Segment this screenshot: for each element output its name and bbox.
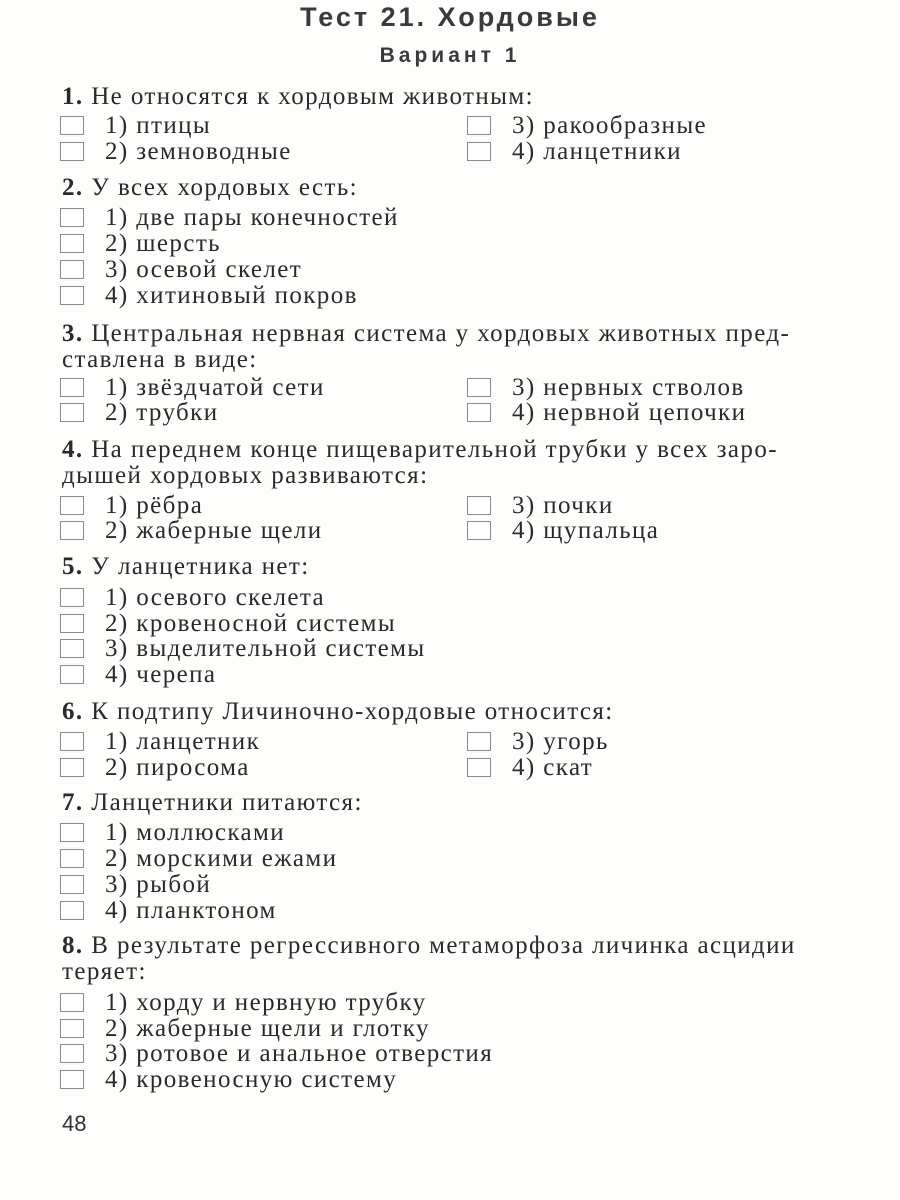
answer-option[interactable] (512, 400, 746, 426)
answer-checkbox[interactable] (467, 116, 491, 135)
answer-checkbox[interactable] (60, 732, 84, 751)
answer-label: 4) нервной цепочки (512, 399, 747, 426)
answer-label: 1) осевого скелета (105, 584, 326, 611)
answer-option[interactable] (105, 257, 302, 283)
answer-option[interactable] (512, 729, 609, 755)
answer-label: 2) жаберные щели и глотку (105, 1015, 430, 1042)
answer-option[interactable] (105, 729, 260, 755)
answer-option[interactable] (512, 139, 682, 165)
question-text: Центральная нервная система у хордовых животных пред- (91, 320, 791, 347)
question-text: К подтипу Личиночно-хордовые относится: (91, 698, 614, 725)
question-text: ставлена в виде: (62, 346, 258, 373)
answer-checkbox[interactable] (60, 823, 84, 842)
answer-label: 1) ланцетник (105, 728, 261, 755)
question-number: 3. (62, 320, 84, 347)
answer-label: 4) ланцетники (512, 138, 682, 165)
answer-label: 4) хитиновый покров (105, 282, 358, 309)
answer-option[interactable] (105, 518, 323, 544)
answer-option[interactable] (105, 820, 285, 846)
answer-checkbox[interactable] (60, 758, 84, 777)
answer-checkbox[interactable] (60, 614, 84, 633)
question-text-line (62, 84, 534, 110)
answer-checkbox[interactable] (60, 901, 84, 920)
answer-option[interactable] (105, 846, 337, 872)
question-text-line (62, 933, 796, 959)
answer-option[interactable] (105, 139, 292, 165)
answer-label: 1) птицы (105, 112, 212, 139)
answer-checkbox[interactable] (60, 234, 84, 253)
answer-label: 3) почки (512, 492, 614, 519)
test-title: Тест 21. Хордовые (300, 2, 600, 32)
answer-label: 4) щупальца (512, 517, 660, 544)
question-6 (62, 699, 614, 725)
answer-option[interactable] (105, 493, 203, 519)
answer-option[interactable] (512, 518, 659, 544)
question-text-line (62, 321, 790, 347)
answer-label: 4) черепа (105, 661, 217, 688)
answer-checkbox[interactable] (467, 496, 491, 515)
answer-label: 3) ракообразные (512, 112, 708, 139)
answer-option[interactable] (105, 205, 399, 231)
answer-label: 1) звёздчатой сети (105, 374, 325, 401)
question-number: 6. (62, 698, 84, 725)
answer-label: 3) рыбой (105, 871, 212, 898)
answer-option[interactable] (105, 375, 325, 401)
answer-option[interactable] (105, 898, 277, 924)
answer-label: 4) планктоном (105, 897, 277, 924)
answer-option[interactable] (105, 755, 250, 781)
answer-checkbox[interactable] (60, 1019, 84, 1038)
answer-label: 4) скат (512, 754, 594, 781)
answer-option[interactable] (105, 872, 211, 898)
question-text-line (62, 347, 790, 373)
question-text-line (62, 175, 358, 201)
question-text: Ланцетники питаются: (91, 789, 363, 816)
answer-label: 3) ротовое и анальное отверстия (105, 1040, 494, 1067)
answer-option[interactable] (105, 990, 427, 1016)
answer-checkbox[interactable] (60, 849, 84, 868)
question-text: У ланцетника нет: (91, 553, 310, 580)
answer-label: 3) выделительной системы (105, 635, 426, 662)
question-text-line (62, 554, 310, 580)
answer-label: 2) жаберные щели (105, 517, 323, 544)
answer-label: 1) две пары конечностей (105, 204, 399, 231)
answer-checkbox[interactable] (60, 260, 84, 279)
question-number: 1. (62, 83, 84, 110)
question-text: Не относятся к хордовым животным: (91, 83, 534, 110)
question-text: дышей хордовых развиваются: (62, 462, 429, 489)
answer-checkbox[interactable] (467, 403, 491, 422)
answer-checkbox[interactable] (60, 521, 84, 540)
question-text-line (62, 959, 796, 985)
question-7 (62, 790, 363, 816)
answer-option[interactable] (512, 113, 707, 139)
answer-checkbox[interactable] (60, 1070, 84, 1089)
answer-checkbox[interactable] (467, 758, 491, 777)
answer-option[interactable] (512, 375, 745, 401)
question-1 (62, 84, 534, 110)
answer-option[interactable] (105, 1041, 493, 1067)
answer-option[interactable] (105, 585, 325, 611)
answer-label: 2) кровеносной системы (105, 610, 397, 637)
answer-option[interactable] (105, 400, 219, 426)
question-text-line (62, 790, 363, 816)
variant-title: Вариант 1 (379, 44, 521, 67)
answer-label: 1) хорду и нервную трубку (105, 989, 427, 1016)
answer-option[interactable] (105, 1016, 430, 1042)
answer-checkbox[interactable] (467, 378, 491, 397)
answer-checkbox[interactable] (467, 732, 491, 751)
answer-checkbox[interactable] (60, 1044, 84, 1063)
question-text-line (62, 463, 778, 489)
answer-checkbox[interactable] (60, 588, 84, 607)
answer-label: 2) пиросома (105, 754, 250, 781)
question-text: теряет: (62, 958, 147, 985)
answer-checkbox[interactable] (60, 142, 84, 161)
answer-option[interactable] (105, 636, 426, 662)
answer-checkbox[interactable] (60, 639, 84, 658)
answer-checkbox[interactable] (60, 208, 84, 227)
answer-checkbox[interactable] (60, 286, 84, 305)
answer-checkbox[interactable] (467, 521, 491, 540)
answer-option[interactable] (105, 1067, 397, 1093)
answer-option[interactable] (105, 231, 221, 257)
question-5 (62, 554, 310, 580)
answer-checkbox[interactable] (60, 116, 84, 135)
answer-option[interactable] (105, 113, 211, 139)
answer-label: 2) трубки (105, 399, 219, 426)
question-number: 8. (62, 932, 84, 959)
question-4 (62, 437, 778, 489)
answer-checkbox[interactable] (60, 665, 84, 684)
question-text: У всех хордовых есть: (91, 174, 359, 201)
answer-checkbox[interactable] (60, 403, 84, 422)
question-text: В результате регрессивного метаморфоза личинка асцидии (91, 932, 796, 959)
question-2 (62, 175, 358, 201)
answer-label: 2) земноводные (105, 138, 292, 165)
answer-checkbox[interactable] (60, 875, 84, 894)
question-8 (62, 933, 796, 985)
answer-label: 4) кровеносную систему (105, 1066, 398, 1093)
answer-label: 3) угорь (512, 728, 609, 755)
page-number: 48 (62, 1111, 87, 1136)
answer-checkbox[interactable] (60, 496, 84, 515)
answer-label: 3) осевой скелет (105, 256, 303, 283)
answer-option[interactable] (105, 283, 358, 309)
question-text-line (62, 699, 614, 725)
question-number: 7. (62, 789, 84, 816)
answer-checkbox[interactable] (467, 142, 491, 161)
answer-label: 2) шерсть (105, 230, 221, 257)
question-number: 2. (62, 174, 84, 201)
answer-option[interactable] (105, 611, 396, 637)
answer-option[interactable] (512, 755, 593, 781)
answer-option[interactable] (512, 493, 614, 519)
answer-label: 1) рёбра (105, 492, 204, 519)
answer-checkbox[interactable] (60, 993, 84, 1012)
question-number: 4. (62, 436, 84, 463)
answer-label: 2) морскими ежами (105, 845, 338, 872)
question-text: На переднем конце пищеварительной трубки у всех заро- (91, 436, 778, 463)
answer-label: 1) моллюсками (105, 819, 286, 846)
answer-option[interactable] (105, 662, 216, 688)
answer-checkbox[interactable] (60, 378, 84, 397)
question-3 (62, 321, 790, 373)
question-text-line (62, 437, 778, 463)
answer-label: 3) нервных стволов (512, 374, 745, 401)
question-number: 5. (62, 553, 84, 580)
